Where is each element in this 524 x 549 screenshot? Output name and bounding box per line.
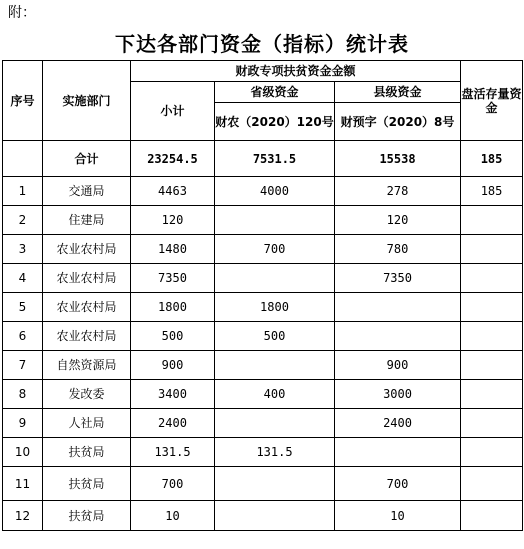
cell-subtotal: 7350	[131, 264, 215, 293]
table-row	[3, 322, 523, 351]
cell-subtotal: 3400	[131, 380, 215, 409]
cell-subtotal: 1800	[131, 293, 215, 322]
table-row	[3, 177, 523, 206]
total-label: 合计	[43, 141, 131, 177]
table-row	[3, 235, 523, 264]
cell-department: 农业农村局	[43, 322, 131, 351]
cell-provincial	[215, 351, 335, 380]
cell-department: 住建局	[43, 206, 131, 235]
header-provincial-doc: 财农（2020）120号	[215, 103, 335, 141]
cell-index: 5	[3, 293, 43, 322]
header-county: 县级资金	[335, 82, 461, 103]
cell-county: 10	[335, 501, 461, 531]
cell-county: 700	[335, 467, 461, 501]
header-department: 实施部门	[43, 61, 131, 141]
cell-revitalized	[461, 467, 523, 501]
table-row	[3, 293, 523, 322]
table-row	[3, 467, 523, 501]
cell-county: 2400	[335, 409, 461, 438]
cell-subtotal: 131.5	[131, 438, 215, 467]
cell-index: 1	[3, 177, 43, 206]
cell-department: 扶贫局	[43, 501, 131, 531]
cell-provincial: 700	[215, 235, 335, 264]
header-revitalized: 盘活存量资金	[461, 61, 523, 141]
cell-index: 12	[3, 501, 43, 531]
cell-department: 农业农村局	[43, 293, 131, 322]
cell-revitalized	[461, 235, 523, 264]
attachment-label: 附：	[8, 5, 36, 21]
page-title: 下达各部门资金（指标）统计表	[115, 32, 409, 56]
header-subtotal: 小计	[131, 82, 215, 141]
total-provincial: 7531.5	[215, 141, 335, 177]
cell-revitalized	[461, 206, 523, 235]
cell-revitalized	[461, 293, 523, 322]
cell-provincial: 1800	[215, 293, 335, 322]
cell-department: 农业农村局	[43, 264, 131, 293]
cell-department: 扶贫局	[43, 438, 131, 467]
table-row	[3, 409, 523, 438]
cell-department: 扶贫局	[43, 467, 131, 501]
cell-index: 6	[3, 322, 43, 351]
table-row	[3, 438, 523, 467]
cell-provincial	[215, 501, 335, 531]
cell-subtotal: 4463	[131, 177, 215, 206]
cell-county: 900	[335, 351, 461, 380]
cell-revitalized	[461, 351, 523, 380]
total-row	[3, 141, 523, 177]
cell-revitalized	[461, 322, 523, 351]
cell-subtotal: 2400	[131, 409, 215, 438]
cell-provincial: 400	[215, 380, 335, 409]
header-county-doc: 财预字（2020）8号	[335, 103, 461, 141]
cell-subtotal: 700	[131, 467, 215, 501]
cell-provincial	[215, 467, 335, 501]
cell-index: 8	[3, 380, 43, 409]
cell-provincial: 131.5	[215, 438, 335, 467]
total-revitalized: 185	[461, 141, 523, 177]
cell-county: 780	[335, 235, 461, 264]
cell-county: 3000	[335, 380, 461, 409]
cell-subtotal: 10	[131, 501, 215, 531]
cell-index: 4	[3, 264, 43, 293]
total-index	[3, 141, 43, 177]
cell-revitalized: 185	[461, 177, 523, 206]
table-row	[3, 206, 523, 235]
cell-provincial	[215, 206, 335, 235]
cell-department: 人社局	[43, 409, 131, 438]
cell-revitalized	[461, 380, 523, 409]
cell-revitalized	[461, 409, 523, 438]
header-index: 序号	[3, 61, 43, 141]
cell-county: 7350	[335, 264, 461, 293]
funds-table	[2, 60, 523, 531]
total-subtotal: 23254.5	[131, 141, 215, 177]
table-row	[3, 264, 523, 293]
cell-department: 交通局	[43, 177, 131, 206]
cell-provincial	[215, 264, 335, 293]
header-row-1	[3, 61, 523, 82]
cell-index: 10	[3, 438, 43, 467]
cell-index: 7	[3, 351, 43, 380]
header-fiscal-group: 财政专项扶贫资金金额	[131, 61, 461, 82]
cell-county	[335, 438, 461, 467]
cell-index: 2	[3, 206, 43, 235]
cell-subtotal: 1480	[131, 235, 215, 264]
cell-department: 自然资源局	[43, 351, 131, 380]
cell-revitalized	[461, 438, 523, 467]
cell-department: 发改委	[43, 380, 131, 409]
cell-county	[335, 293, 461, 322]
cell-county: 120	[335, 206, 461, 235]
cell-county: 278	[335, 177, 461, 206]
cell-index: 3	[3, 235, 43, 264]
table-row	[3, 501, 523, 531]
cell-department: 农业农村局	[43, 235, 131, 264]
cell-subtotal: 500	[131, 322, 215, 351]
cell-revitalized	[461, 264, 523, 293]
table-row	[3, 351, 523, 380]
cell-index: 11	[3, 467, 43, 501]
table-row	[3, 380, 523, 409]
cell-county	[335, 322, 461, 351]
cell-provincial	[215, 409, 335, 438]
cell-subtotal: 120	[131, 206, 215, 235]
total-county: 15538	[335, 141, 461, 177]
cell-revitalized	[461, 501, 523, 531]
cell-index: 9	[3, 409, 43, 438]
header-provincial: 省级资金	[215, 82, 335, 103]
cell-provincial: 4000	[215, 177, 335, 206]
cell-provincial: 500	[215, 322, 335, 351]
cell-subtotal: 900	[131, 351, 215, 380]
